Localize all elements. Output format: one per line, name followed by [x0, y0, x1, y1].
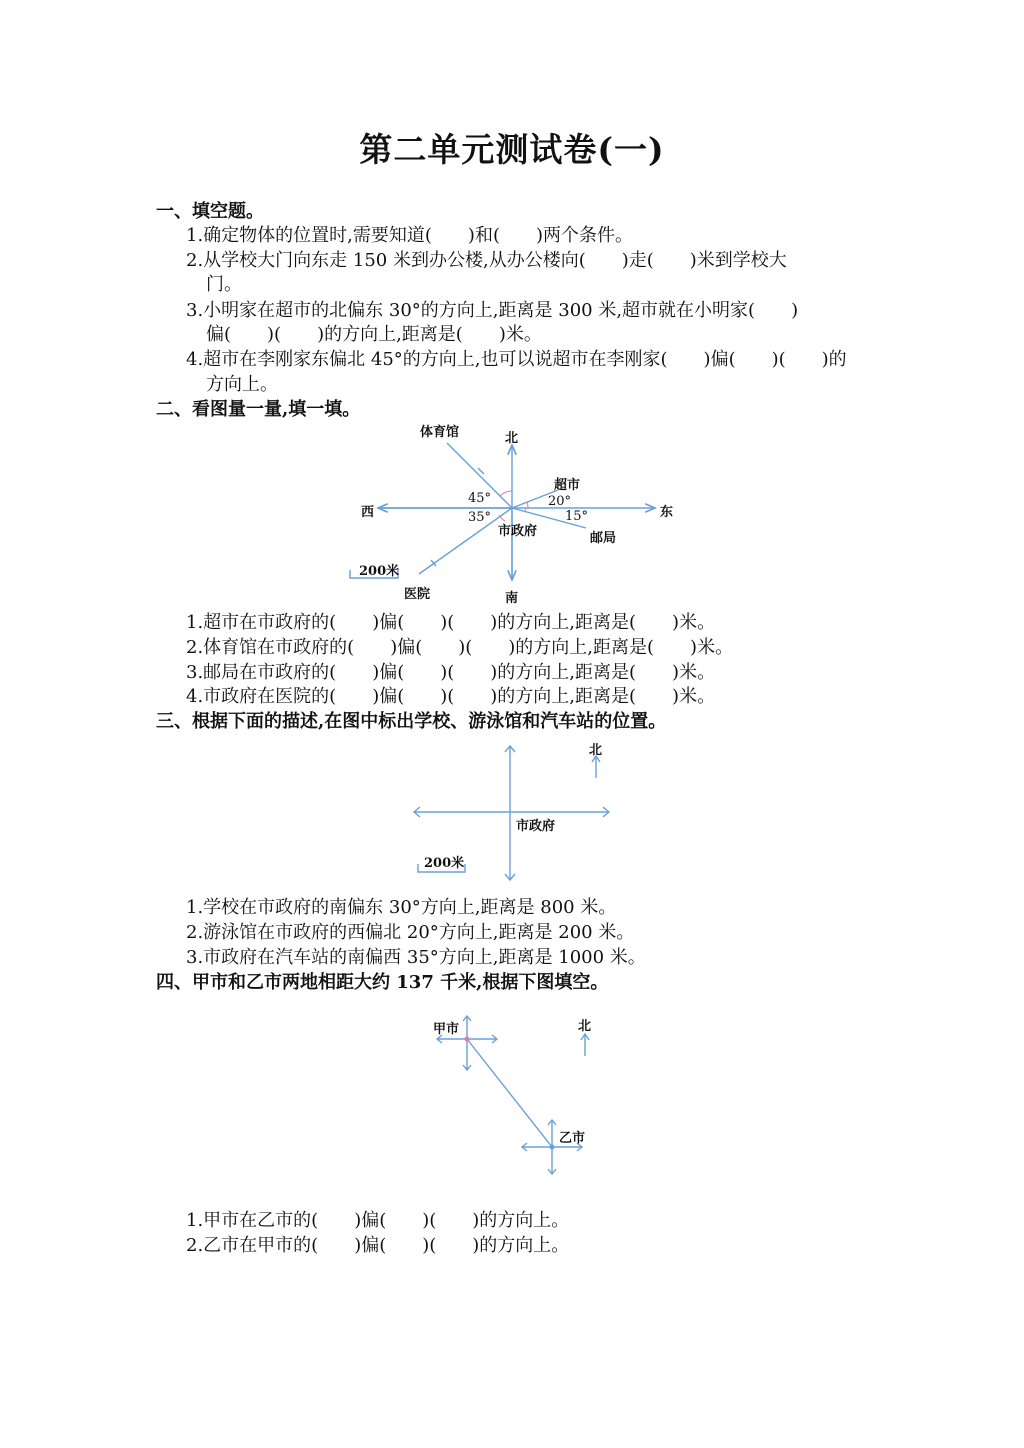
angle-label-hospital: 35°	[468, 510, 492, 525]
north-label-3: 北	[578, 1019, 592, 1034]
section-1-question-4-line-1: 4.超市在李刚家东偏北 45°的方向上,也可以说超市在李刚家( )偏( )( )的	[186, 349, 847, 370]
angle-label-supermarket: 20°	[548, 494, 572, 509]
post-office-label: 邮局	[590, 531, 617, 546]
city-hall-label: 市政府	[498, 524, 538, 539]
section-2-question-3: 3.邮局在市政府的( )偏( )( )的方向上,距离是( )米。	[186, 662, 716, 683]
city-hall-label-2: 市政府	[516, 819, 556, 834]
city-a-label: 甲市	[433, 1022, 460, 1037]
east-label: 东	[660, 505, 674, 520]
section-1-question-2-line-1: 2.从学校大门向东走 150 米到办公楼,从办公楼向( )走( )米到学校大	[186, 250, 787, 271]
section-1-heading: 一、填空题。	[156, 201, 264, 222]
scale-label-2: 200米	[424, 856, 465, 871]
city-a-point	[465, 1037, 470, 1042]
section-3-question-1: 1.学校在市政府的南偏东 30°方向上,距离是 800 米。	[186, 897, 617, 918]
city-b-point	[550, 1145, 555, 1150]
city-b-label: 乙市	[559, 1131, 586, 1146]
section-1-question-3-line-2: 偏( )( )的方向上,距离是( )米。	[206, 324, 542, 345]
north-label: 北	[505, 431, 519, 446]
west-label: 西	[361, 505, 375, 520]
section-3-heading: 三、根据下面的描述,在图中标出学校、游泳馆和汽车站的位置。	[156, 711, 667, 732]
section-4-heading: 四、甲市和乙市两地相距大约 137 千米,根据下图填空。	[156, 972, 609, 993]
section-2-question-2: 2.体育馆在市政府的( )偏( )( )的方向上,距离是( )米。	[186, 637, 734, 658]
scale-label-1: 200米	[359, 564, 400, 579]
section-1-question-3-line-1: 3.小明家在超市的北偏东 30°的方向上,距离是 300 米,超市就在小明家( )	[186, 300, 799, 321]
section-4-question-2: 2.乙市在甲市的( )偏( )( )的方向上。	[186, 1235, 570, 1256]
section-1-question-2-line-2: 门。	[206, 274, 242, 295]
section-4-question-1: 1.甲市在乙市的( )偏( )( )的方向上。	[186, 1210, 570, 1231]
hospital-label: 医院	[404, 587, 431, 602]
section-1-question-1: 1.确定物体的位置时,需要知道( )和( )两个条件。	[186, 225, 633, 246]
city-connection-line	[467, 1039, 552, 1147]
section-3-question-3: 3.市政府在汽车站的南偏西 35°方向上,距离是 1000 米。	[186, 947, 646, 968]
north-label-2: 北	[589, 743, 603, 758]
south-label: 南	[505, 591, 519, 606]
angle-label-post: 15°	[565, 509, 589, 524]
section-3-question-2: 2.游泳馆在市政府的西偏北 20°方向上,距离是 200 米。	[186, 922, 635, 943]
page-title: 第二单元测试卷(一)	[359, 130, 665, 169]
angle-label-stadium: 45°	[468, 491, 492, 506]
section-2-heading: 二、看图量一量,填一填。	[156, 399, 361, 420]
section-2-question-1: 1.超市在市政府的( )偏( )( )的方向上,距离是( )米。	[186, 612, 716, 633]
supermarket-label: 超市	[554, 478, 581, 493]
stadium-label: 体育馆	[420, 425, 460, 440]
section-1-question-4-line-2: 方向上。	[206, 374, 278, 395]
section-2-question-4: 4.市政府在医院的( )偏( )( )的方向上,距离是( )米。	[186, 686, 716, 707]
